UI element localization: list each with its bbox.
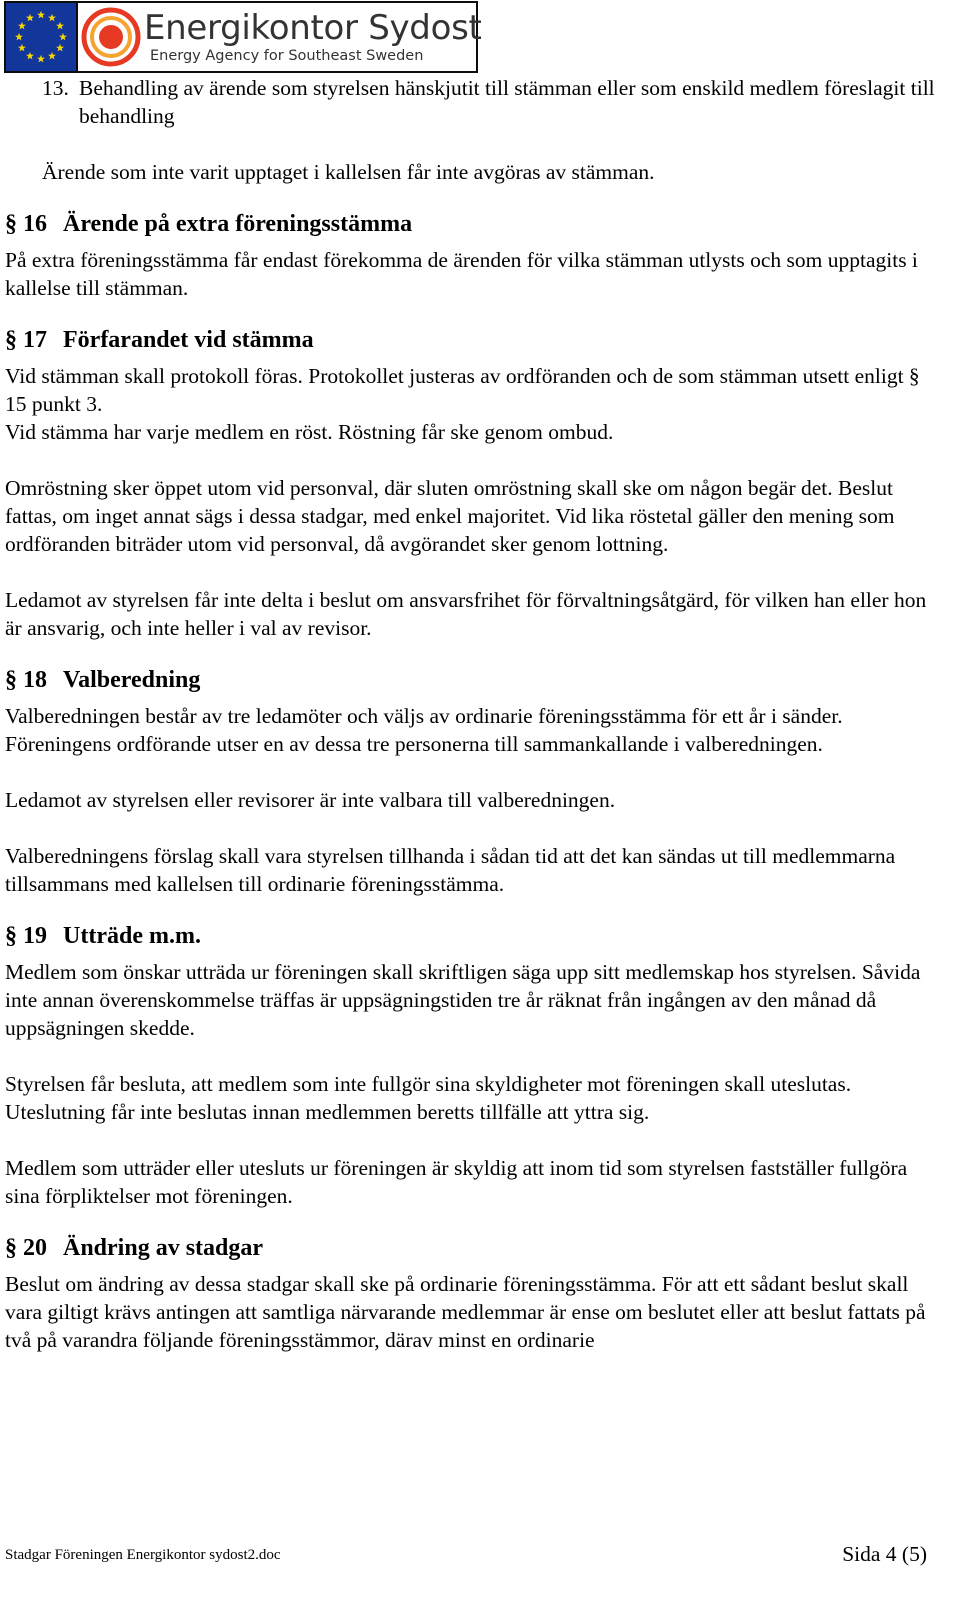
section-paragraph: [5, 362, 940, 446]
section-paragraph: [5, 1154, 940, 1210]
section-title: Ändring av stadgar: [63, 1235, 264, 1261]
paragraph-text: Vid stämma har varje medlem en röst. Röstning får ske genom ombud.: [5, 420, 614, 444]
sections-container: [5, 208, 940, 1354]
organization-logo: [4, 1, 482, 73]
agenda-list-item: [5, 74, 940, 130]
section-paragraph: [5, 246, 940, 302]
section-paragraph: [5, 474, 940, 558]
list-item-number: 13.: [42, 76, 69, 100]
section-number: 16: [23, 211, 47, 237]
section-heading: [5, 1232, 940, 1264]
section-number: 18: [23, 667, 47, 693]
section-title: Utträde m.m.: [63, 923, 201, 949]
section-symbol: §: [5, 211, 17, 237]
section-symbol: §: [5, 667, 17, 693]
section-paragraph: [5, 1270, 940, 1354]
footer-filename: Stadgar Föreningen Energikontor sydost2.doc: [5, 1547, 281, 1563]
paragraph-text: Ledamot av styrelsen får inte delta i beslut om ansvarsfrihet för förvaltningsåtgärd, för vilken han eller hon är ansvarig, och inte heller i val av revisor.: [5, 588, 927, 640]
paragraph-text: Valberedningen består av tre ledamöter och väljs av ordinarie föreningsstämma för ett år i sänder. Föreningens ordförande utser en av dessa tre personerna till sammankallande i valberedningen.: [5, 704, 843, 756]
section-symbol: §: [5, 327, 17, 353]
section-number: 19: [23, 923, 47, 949]
section-symbol: §: [5, 923, 17, 949]
paragraph-text: Beslut om ändring av dessa stadgar skall ske på ordinarie föreningsstämma. För att ett sådant beslut skall vara giltigt krävs antingen att samtliga närvarande medlemmar är ense om beslutet eller att beslut fattats på två på varandra följande föreningsstämmor, därav minst en ordinarie: [5, 1272, 926, 1352]
footer-page-number: Sida 4 (5): [842, 1542, 927, 1566]
sun-icon: [78, 3, 144, 71]
section-title: Ärende på extra föreningsstämma: [63, 211, 413, 237]
section-paragraph: [5, 842, 940, 898]
paragraph-text: Ledamot av styrelsen eller revisorer är inte valbara till valberedningen.: [5, 788, 616, 812]
paragraph-text: Medlem som utträder eller utesluts ur föreningen är skyldig att inom tid som styrelsen fastställer fullgöra sina förpliktelser mot föreningen.: [5, 1156, 908, 1208]
paragraph-text: Vid stämman skall protokoll föras. Protokollet justeras av ordföranden och de som stämman utsett enligt § 15 punkt 3.: [5, 364, 920, 416]
section-title: Valberedning: [63, 667, 201, 693]
section-paragraph: [5, 702, 940, 758]
logo-text: [144, 3, 482, 71]
paragraph-text: Omröstning sker öppet utom vid personval, där sluten omröstning skall ske om någon begär det. Beslut fattas, om inget annat sägs i dessa stadgar, med enkel majoritet. Vid lika röstetal gäller den mening som ordföranden biträder utom vid personval, då avgörandet sker genom lottning.: [5, 476, 895, 556]
section-paragraph: [5, 786, 940, 814]
section-number: 17: [23, 327, 47, 353]
sun-core: [99, 25, 123, 49]
eu-flag-icon: [6, 3, 78, 71]
document-body: [5, 74, 940, 1354]
logo-name: Energikontor Sydost: [144, 7, 482, 48]
section-heading: [5, 208, 940, 240]
section-heading: [5, 664, 940, 696]
section-title: Förfarandet vid stämma: [63, 327, 314, 353]
paragraph-text: Styrelsen får besluta, att medlem som inte fullgör sina skyldigheter mot föreningen skall uteslutas. Uteslutning får inte beslutas innan medlemmen beretts tillfälle att yttra sig.: [5, 1072, 852, 1124]
section-paragraph: [5, 1070, 940, 1126]
paragraph-text: Valberedningens förslag skall vara styrelsen tillhanda i sådan tid att det kan sändas ut till medlemmarna tillsammans med kallelsen till ordinarie föreningsstämma.: [5, 844, 896, 896]
paragraph-text: På extra föreningsstämma får endast förekomma de ärenden för vilka stämman utlysts och som upptagits i kallelse till stämman.: [5, 248, 918, 300]
section-paragraph: [5, 958, 940, 1042]
section-heading: [5, 324, 940, 356]
list-item-text: Behandling av ärende som styrelsen hänskjutit till stämman eller som enskild medlem föreslagit till behandling: [79, 76, 935, 128]
paragraph-text: Medlem som önskar utträda ur föreningen skall skriftligen säga upp sitt medlemskap hos styrelsen. Såvida inte annan överenskommelse träffas är uppsägningstiden tre år räknat från ingången av den månad då uppsägningen skedde.: [5, 960, 921, 1040]
logo-subtitle: Energy Agency for Southeast Sweden: [150, 47, 424, 64]
section-paragraph: [5, 586, 940, 642]
section-symbol: §: [5, 1235, 17, 1261]
section-heading: [5, 920, 940, 952]
intro-note: Ärende som inte varit upptaget i kallelsen får inte avgöras av stämman.: [42, 160, 655, 184]
section-number: 20: [23, 1235, 47, 1261]
